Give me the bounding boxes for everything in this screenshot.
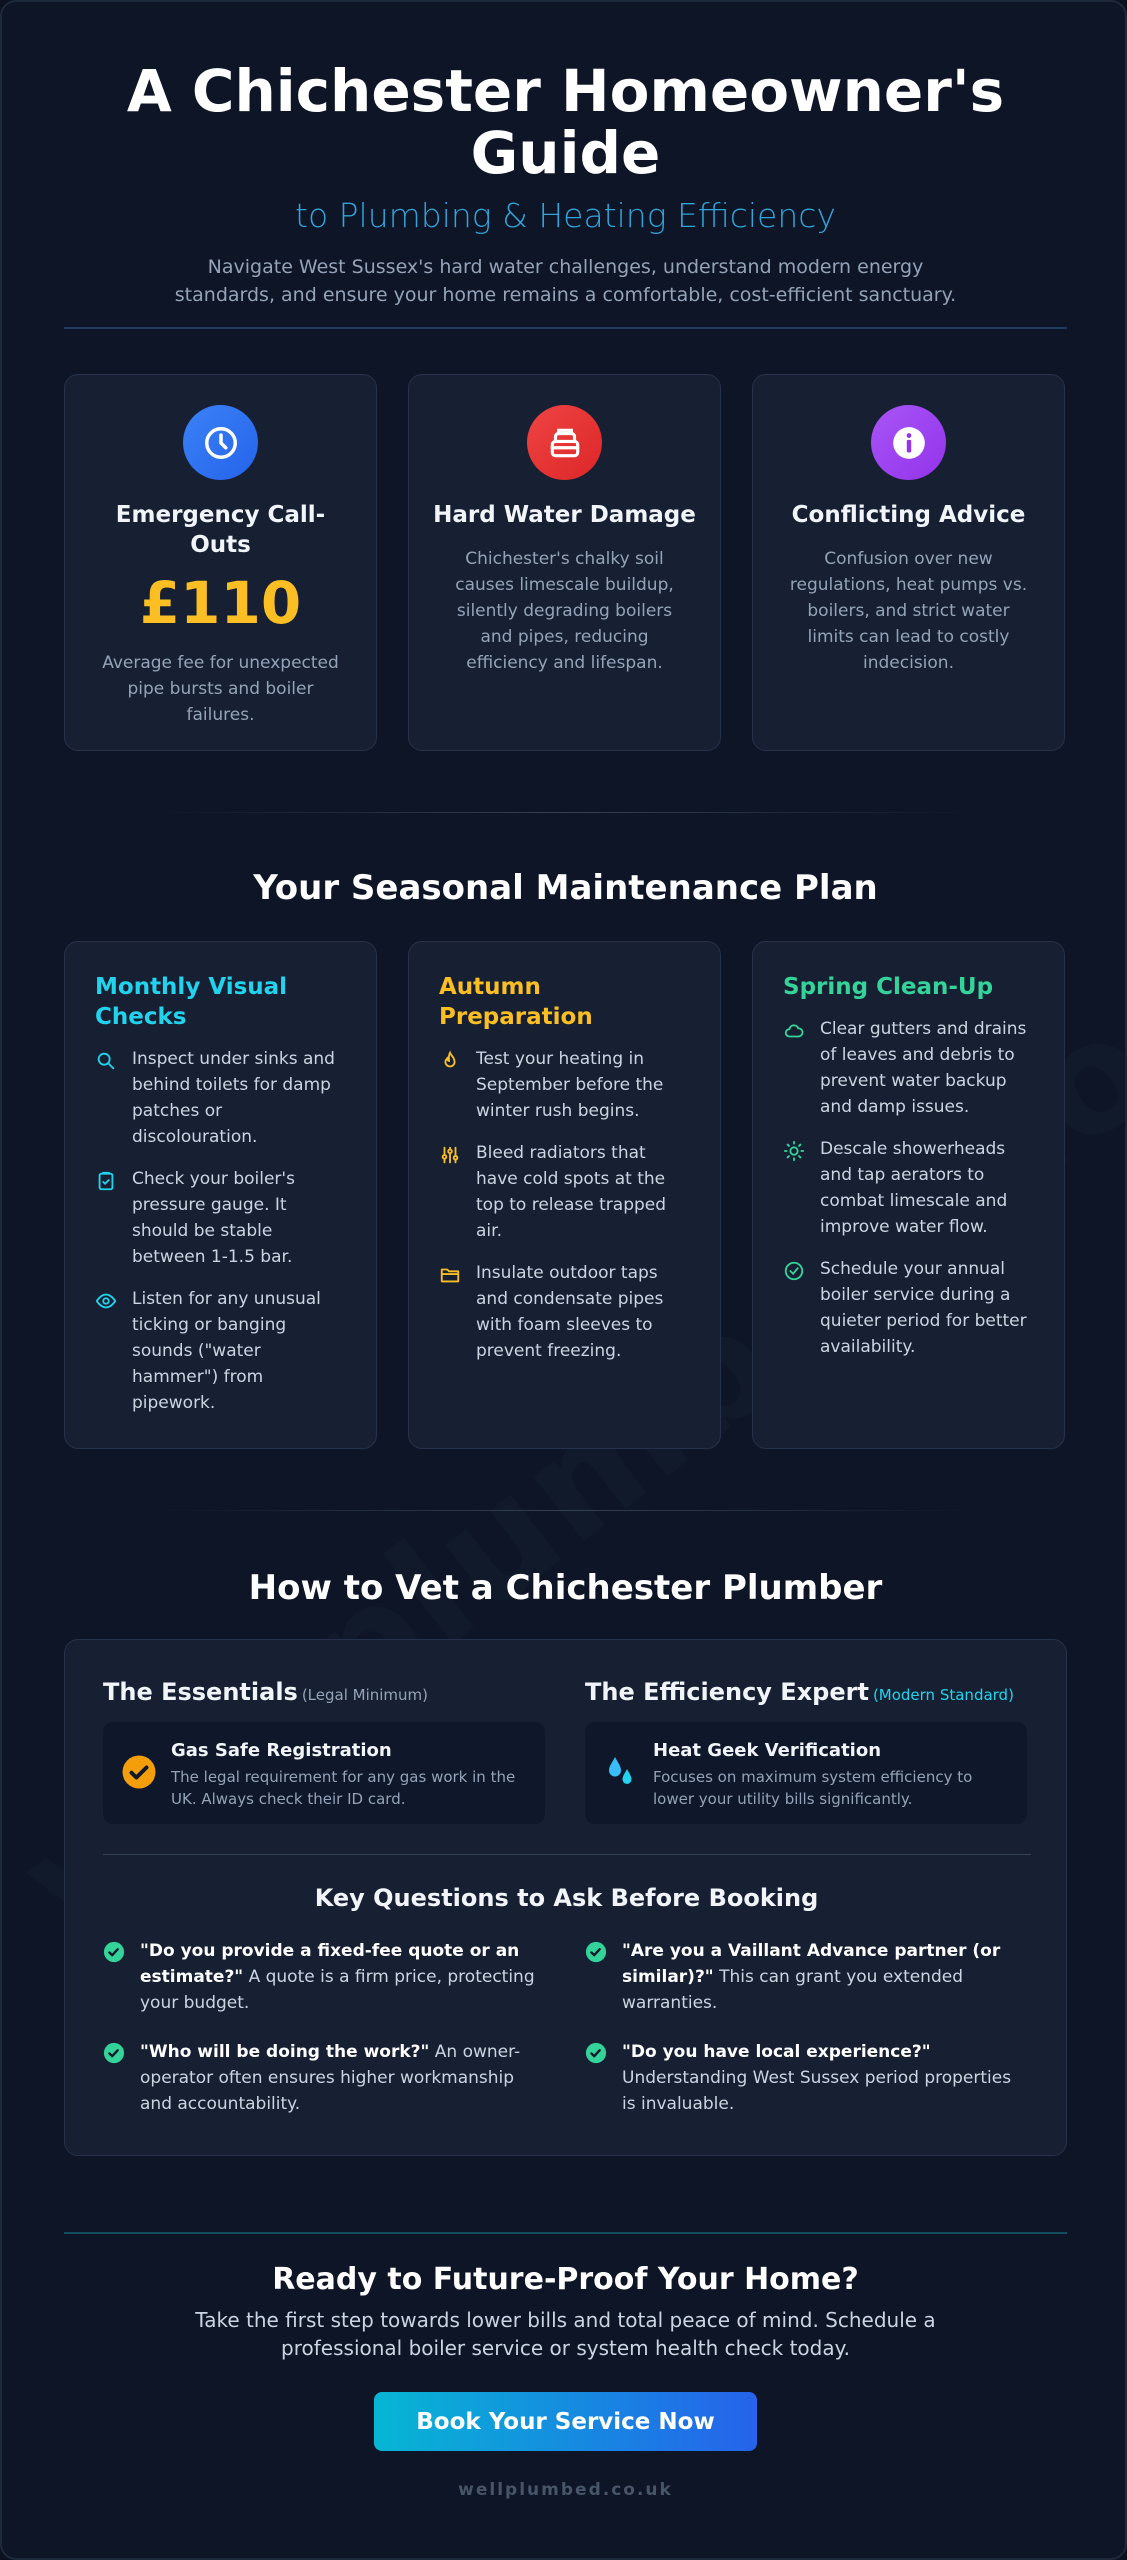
page-subtitle: to Plumbing & Heating Efficiency [295,196,836,235]
card-title: Hard Water Damage [433,502,696,528]
card-emergency-callouts [64,374,377,751]
column-title: Spring Clean-Up [783,974,994,1000]
efficiency-tag: (Modern Standard) [872,1686,1014,1704]
gas-safe-box [103,1722,545,1824]
maintenance-title: Your Seasonal Maintenance Plan [253,868,878,908]
sun-icon [783,1140,805,1162]
heat-geek-title: Heat Geek Verification [653,1740,882,1761]
gas-safe-title: Gas Safe Registration [171,1740,392,1761]
flame-icon [439,1050,461,1072]
cta-title: Ready to Future-Proof Your Home? [272,2262,859,2297]
sliders-icon [439,1144,461,1166]
list-item: Listen for any unusual ticking or banging sounds ("water hammer") from pipework. [95,1286,346,1416]
questions-title: Key Questions to Ask Before Booking [314,1884,819,1912]
card-text: Chichester's chalky soil causes limescale buildup, silently degrading boilers and pipes, reducing efficiency and lifespan. [455,549,674,673]
list-item: Inspect under sinks and behind toilets for damp patches or discolouration. [95,1046,346,1150]
vetting-panel [64,1639,1067,2156]
page-title: A Chichester Homeowner's Guide [126,57,1005,187]
list-item: Schedule your annual boiler service during a quieter period for better availability. [783,1256,1034,1360]
list-item: Test your heating in September before the winter rush begins. [439,1046,690,1124]
list-item: Bleed radiators that have cold spots at the top to release trapped air. [439,1140,690,1244]
eye-icon [95,1290,117,1312]
hero-section [2,57,1127,309]
check-circle-icon [585,1941,607,1963]
section-divider [152,1510,979,1511]
column-monthly-checks [64,941,377,1449]
intro-text: Navigate West Sussex's hard water challenges, understand modern energy standards, and ensure your home remains a comfortable, cost-efficient sanctuary. [174,256,957,306]
question-item: "Do you have local experience?" Understanding West Sussex period properties is invaluable. [585,2039,1025,2117]
cta-divider [64,2232,1067,2234]
heat-geek-text: Focuses on maximum system efficiency to lower your utility bills significantly. [653,1768,973,1808]
magnifier-icon [95,1050,117,1072]
check-circle-icon [783,1260,805,1282]
essentials-title: The Essentials (Legal Minimum) [103,1678,429,1706]
check-circle-icon [585,2042,607,2064]
card-stat: £110 [139,569,302,637]
heat-geek-box [585,1722,1027,1824]
column-spring-cleanup [752,941,1065,1449]
card-title: Emergency Call-Outs [115,502,326,558]
folder-icon [439,1264,461,1286]
water-drops-icon [603,1754,639,1790]
clipboard-check-icon [95,1170,117,1192]
info-icon [871,405,946,480]
list-item: Clear gutters and drains of leaves and debris to prevent water backup and damp issues. [783,1016,1034,1120]
vetting-divider [103,1854,1031,1855]
list-item: Insulate outdoor taps and condensate pipes with foam sleeves to prevent freezing. [439,1260,690,1364]
card-text: Average fee for unexpected pipe bursts and boiler failures. [102,653,339,725]
footer-domain: wellplumbed.co.uk [458,2480,673,2500]
list-item: Descale showerheads and tap aerators to combat limescale and improve water flow. [783,1136,1034,1240]
card-conflicting-advice [752,374,1065,751]
check-circle-icon [103,1941,125,1963]
column-title: Autumn Preparation [439,974,593,1030]
clock-icon [183,405,258,480]
check-badge-icon [121,1754,157,1790]
card-hard-water [408,374,721,751]
cta-text: Take the first step towards lower bills and total peace of mind. Schedule a professional boiler service or system health check today. [195,2308,936,2360]
list-item: Check your boiler's pressure gauge. It should be stable between 1-1.5 bar. [95,1166,346,1270]
efficiency-title: The Efficiency Expert (Modern Standard) [585,1678,1014,1706]
hero-divider [64,327,1067,329]
check-circle-icon [103,2042,125,2064]
card-text: Confusion over new regulations, heat pumps vs. boilers, and strict water limits can lead to costly indecision. [789,549,1028,673]
vetting-title: How to Vet a Chichester Plumber [248,1568,883,1608]
essentials-tag: (Legal Minimum) [301,1686,429,1704]
column-title: Monthly Visual Checks [95,974,288,1030]
section-divider [152,812,979,813]
card-title: Conflicting Advice [791,502,1026,528]
gas-safe-text: The legal requirement for any gas work in the UK. Always check their ID card. [171,1768,516,1808]
book-service-button[interactable]: Book Your Service Now [374,2392,757,2451]
question-item: "Do you provide a fixed-fee quote or an estimate?" A quote is a firm price, protecting your budget. [103,1938,543,2016]
question-item: "Are you a Vaillant Advance partner (or similar)?" This can grant you extended warranties. [585,1938,1025,2016]
question-item: "Who will be doing the work?" An owner-operator often ensures higher workmanship and accountability. [103,2039,543,2117]
cloud-icon [783,1020,805,1042]
column-autumn-prep [408,941,721,1449]
water-tank-icon [527,405,602,480]
